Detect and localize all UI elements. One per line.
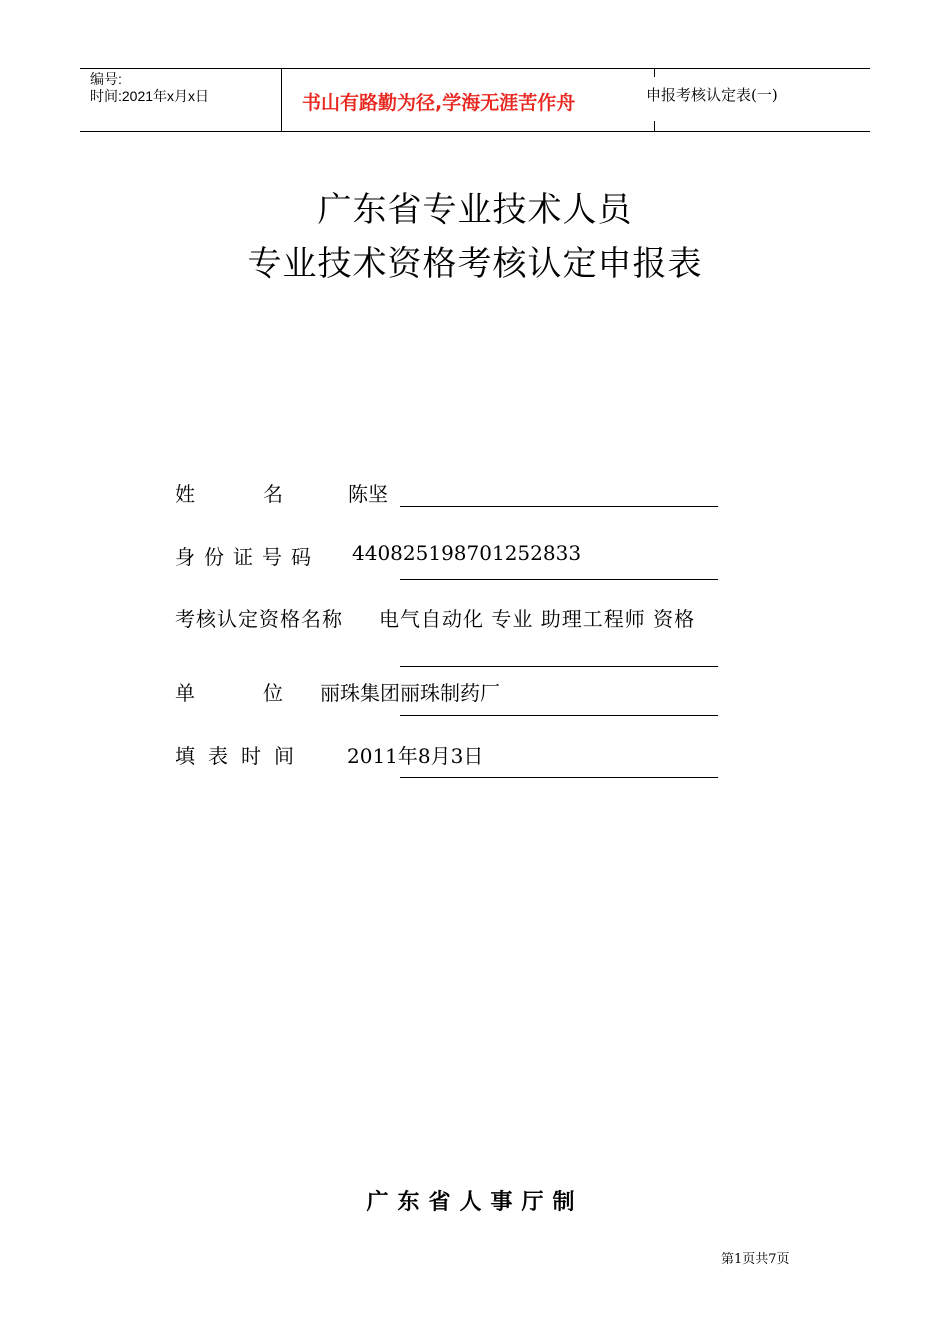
name-underline <box>400 506 718 507</box>
qualification-underline <box>400 666 718 667</box>
number-label: 编号: <box>90 71 122 87</box>
time-label: 时间:2021年x月x日 <box>90 88 210 104</box>
page-number: 第1页共7页 <box>721 1252 790 1267</box>
header-divider <box>654 69 655 77</box>
slogan: 书山有路勤为径,学海无涯苦作舟 <box>302 92 576 114</box>
unit-label: 单 位 <box>175 681 285 705</box>
name-value: 陈坚 <box>348 482 388 506</box>
id-label: 身份证号码 <box>175 545 320 569</box>
name-label: 姓 名 <box>175 482 285 506</box>
header-divider <box>281 69 282 131</box>
date-value: 2011年8月3日 <box>347 744 484 768</box>
qualification-value: 电气自动化 专业 助理工程师 资格 <box>379 607 696 631</box>
page-title-line2: 专业技术资格考核认定申报表 <box>247 244 703 284</box>
page-title-line1: 广东省专业技术人员 <box>317 190 633 230</box>
unit-underline <box>400 715 718 716</box>
date-underline <box>400 777 718 778</box>
qualification-label: 考核认定资格名称 <box>175 607 343 631</box>
page-header <box>80 68 870 132</box>
issuer: 广东省人事厅制 <box>366 1190 584 1215</box>
date-label: 填表时间 <box>175 744 307 768</box>
id-value: 440825198701252833 <box>352 541 582 565</box>
id-underline <box>400 579 718 580</box>
form-name: 申报考核认定表(一) <box>646 86 778 104</box>
header-divider <box>654 121 655 131</box>
header-meta <box>90 71 209 105</box>
unit-value: 丽珠集团丽珠制药厂 <box>320 681 500 705</box>
